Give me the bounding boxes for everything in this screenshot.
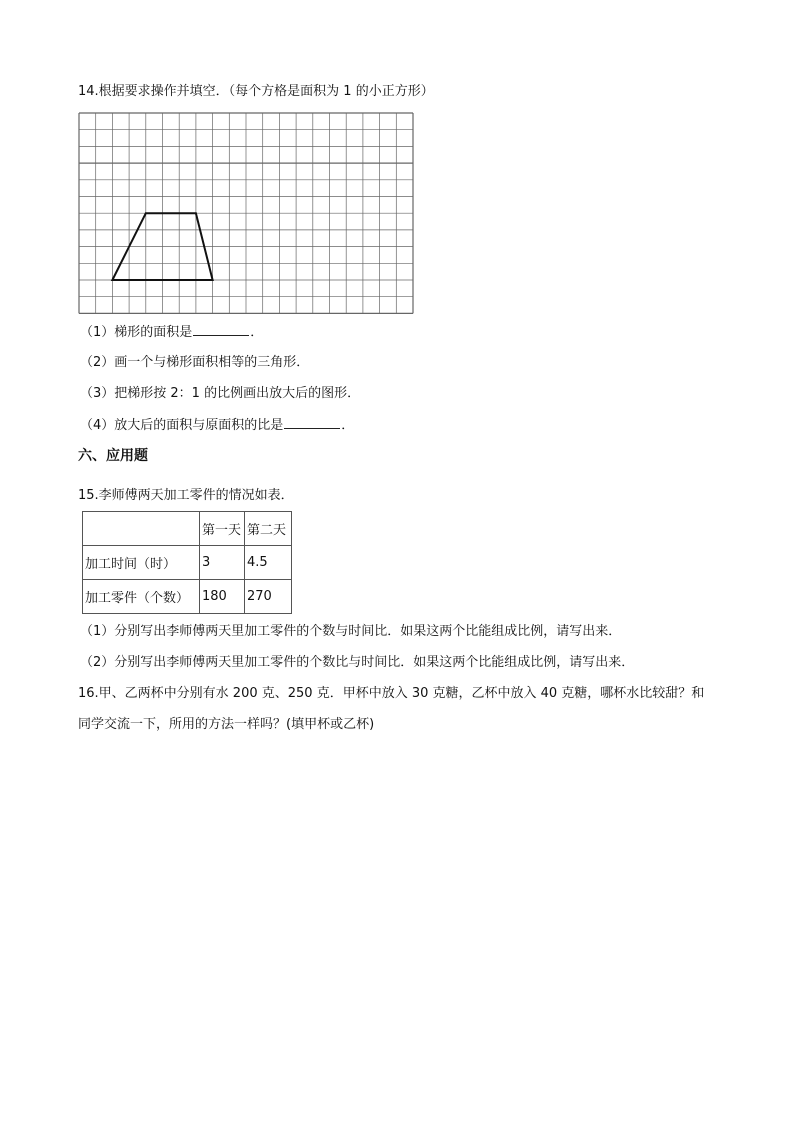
q15-item-2: （2）分别写出李师傅两天里加工零件的个数比与时间比．如果这两个比能组成比例，请写出来． (80, 655, 635, 670)
q15-item-1: （1）分别写出李师傅两天里加工零件的个数与时间比．如果这两个比能组成比例，请写出来． (80, 624, 622, 639)
q14-item-1-text: （1）梯形的面积是 (80, 325, 193, 340)
question-15-title: 15.李师傅两天加工零件的情况如表． (78, 488, 294, 503)
work-table (82, 511, 292, 614)
square-grid (78, 112, 416, 314)
q14-item-1-end: ． (250, 325, 264, 340)
q14-item-4-text: （4）放大后的面积与原面积的比是 (80, 418, 284, 433)
table-row (83, 512, 292, 546)
grid-lines (79, 113, 413, 313)
question-16-line-1: 16.甲、乙两杯中分别有水 200 克、250 克．甲杯中放入 30 克糖，乙杯中放入 40 克糖，哪杯水比较甜？和 (78, 686, 705, 701)
answer-blank-1[interactable] (193, 323, 249, 336)
q14-item-2: （2）画一个与梯形面积相等的三角形． (80, 355, 310, 370)
question-16-line-2: 同学交流一下，所用的方法一样吗？(填甲杯或乙杯) (78, 717, 375, 732)
answer-blank-4[interactable] (284, 416, 340, 429)
q14-item-3: （3）把梯形按 2：1 的比例画出放大后的图形． (80, 386, 361, 401)
section-6-heading: 六、应用题 (78, 448, 148, 464)
table-cell: 加工时间（时） (83, 546, 200, 580)
table-header-day1: 第一天 (200, 512, 245, 546)
table-cell: 加工零件（个数） (83, 580, 200, 614)
table-cell: 180 (200, 580, 245, 614)
question-14-title: 14.根据要求操作并填空．（每个方格是面积为 1 的小正方形） (78, 84, 434, 99)
q14-item-4-end: ． (341, 418, 355, 433)
table-cell: 4.5 (245, 546, 292, 580)
q14-item-4 (80, 416, 354, 435)
table-row (83, 580, 292, 614)
q14-item-1 (80, 323, 263, 342)
table-header-day2: 第二天 (245, 512, 292, 546)
table-cell: 3 (200, 546, 245, 580)
table-row (83, 546, 292, 580)
table-cell (83, 512, 200, 546)
table-cell: 270 (245, 580, 292, 614)
